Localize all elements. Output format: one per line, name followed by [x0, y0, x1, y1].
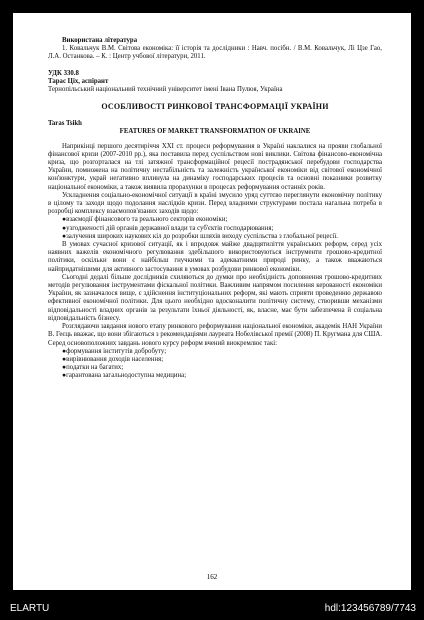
- paragraph-3: В умовах сучасної кризової ситуації, як і впродовж майже двадцятиліття українських реформ, серед усіх наявних важелів економічного регулювання здебільшого використовуються інструменти грошово-кредитної політики, оскільки вони є найбільш гнучкими та адекватними природі ринку, а також вважаються найпридатнішими для активного застосування в умовах розбудови ринкової економіки.: [48, 241, 382, 273]
- bullet-item: ●вирівнювання доходів населення;: [62, 355, 164, 363]
- bullet-text: вирівнювання доходів населення;: [66, 355, 164, 363]
- title-ua: ОСОБЛИВОСТІ РИНКОВОЇ ТРАНСФОРМАЦІЇ УКРАЇНИ: [101, 102, 329, 112]
- bullet-text: узгодженості дій органів державної влади та суб'єктів господарювання;: [66, 224, 274, 232]
- page-number: 162: [206, 573, 218, 581]
- paragraph-2: Ускладнення соціально-економічної ситуації в країні змусило уряд суттєво переглянути економічну політику в цілому та заходи щодо подолання наслідків кризи. Перед владними структурами постала нагальна потреба в розробці комплексу взаємопов'язаних заходів щодо:: [48, 191, 382, 216]
- bullet-text: формування інститутів добробуту;: [66, 347, 167, 355]
- author-en: Taras Tsikh: [48, 120, 82, 128]
- bullet-text: гарантована загальнодоступна медицина;: [66, 372, 187, 380]
- bullet-item: ●узгодженості дій органів державної влади та суб'єктів господарювання;: [62, 224, 274, 232]
- bullet-text: податки на багатих;: [66, 364, 124, 372]
- footer-bar: [0, 597, 424, 620]
- document-page: [13, 13, 411, 590]
- title-en: FEATURES OF MARKET TRANSFORMATION OF UKRAINE: [119, 128, 311, 136]
- repository-name: ELARTU: [10, 603, 50, 614]
- bullet-item: ●формування інститутів добробуту;: [62, 347, 167, 355]
- handle-id: hdl:123456789/7743: [324, 603, 416, 614]
- paragraph-1: Наприкінці першого десятиріччя XXI ст. процеси реформування в Україні наклалися на прояви глобальної фінансової кризи (2007-2010 рр.), яка поставила перед суспільством нові виклики. Світова фінансово-економічна криза, що розгорталася на тлі затяжної трансформаційної рецесії пострадянської перебудови господарства України, помножена на політичну нестабільність та залежність української економіки від світової економічної кон'юнктури, украй негативно вплинула на динаміку господарських процесів та основні показники розвитку національної економіки, а також виявила прорахунки в процесах реформування останніх років.: [48, 142, 382, 191]
- bullet-item: ●податки на багатих;: [62, 364, 124, 372]
- author-ua: Тарас Ціх, аспірант: [48, 77, 109, 85]
- bullet-item: ●взаємодії фінансового та реального секторів економіки;: [62, 216, 228, 224]
- references-heading: Використана література: [62, 37, 138, 44]
- udk-code: УДК 330.8: [48, 69, 79, 77]
- bullet-text: залучення широких наукових кіл до розробки шляхів виходу суспільства з глобальної рецесії.: [66, 232, 338, 240]
- paragraph-4: Сьогодні дедалі більше дослідників схиляються до думки про необхідність доповнення грошово-кредитних методів регулювання інструментами фіскальної політики. Важливим напрямом посилення керованості економіки України, як зазначалося вище, є здійснення інституціональних реформ, які мають сприяти проведенню державою ефективної економічної політики. Для цього необхідно вдосконалити політичну систему, створивши механізми відповідальності владних органів за результати їхньої діяльності, як, власне, має бути забезпечена й соціальна відповідальність бізнесу.: [48, 273, 382, 322]
- affiliation: Тернопільський національний технічний університет імені Івана Пулюя, Україна: [48, 86, 283, 94]
- page-content: [48, 37, 382, 381]
- reference-item: 1. Ковальчук В.М. Світова економіка: її історія та дослідники : Навч. посібн. / В.М. Ковальчук, Лі Цзе Гао, Л.А. Останкова. – К. : Центр учбової літератури, 2011.: [48, 45, 382, 61]
- bullet-text: взаємодії фінансового та реального секторів економіки;: [66, 216, 228, 224]
- paragraph-5: Розглядаючи завдання нового етапу ринкового реформування національної економіки, академік НАН України В. Геєць вважає, що вони збігаються з рекомендаціями лауреата Нобелівської премії (2008) П. Кругмана для США. Серед основоположних завдань нового курсу реформ вчений виокремлює такі:: [48, 323, 382, 347]
- bullet-item: ●гарантована загальнодоступна медицина;: [62, 372, 187, 380]
- bullet-item: ●залучення широких наукових кіл до розробки шляхів виходу суспільства з глобальної рецесії.: [62, 232, 338, 240]
